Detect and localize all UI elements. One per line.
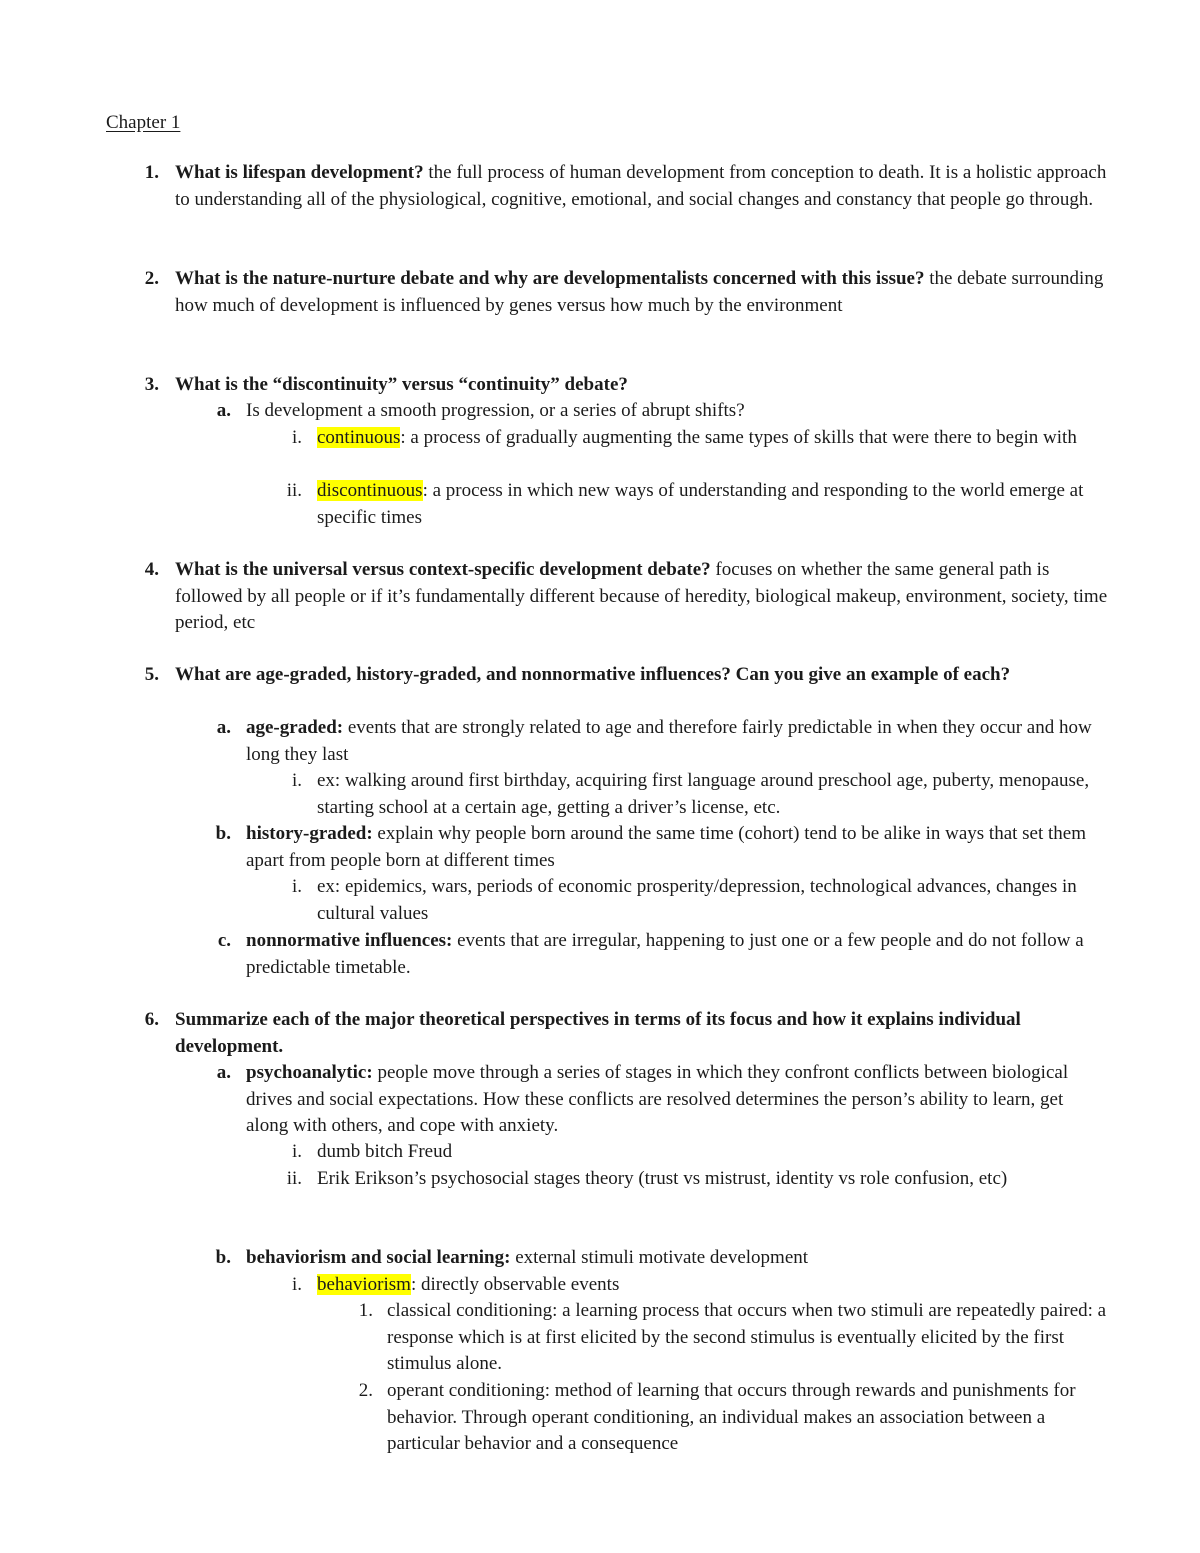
question-text: Summarize each of the major theoretical perspectives in terms of its focus and how it explains individual development. xyxy=(175,1009,1021,1057)
question-text: What is the nature-nurture debate and why are developmentalists concerned with this issue? xyxy=(175,268,925,289)
item-letter: a. xyxy=(216,1062,231,1083)
highlighted-term: behaviorism xyxy=(317,1274,411,1295)
answer-text: the full process of human development from conception to death. It is a holistic approach to understanding all of the physiological, cognitive, emotional, and social changes and constancy that people go through. xyxy=(175,162,1107,210)
item-numeral: i. xyxy=(291,770,302,791)
item-letter: b. xyxy=(215,823,231,844)
highlighted-term: continuous xyxy=(317,427,401,448)
item-number: 1. xyxy=(358,1300,373,1321)
item-text: Erik Erikson’s psychosocial stages theory (trust vs mistrust, identity vs role confusion, etc) xyxy=(317,1168,1008,1189)
question-text: What is lifespan development? xyxy=(175,162,424,183)
item-term: history-graded: xyxy=(246,823,373,844)
item-numeral: i. xyxy=(291,427,302,448)
item-text: people move through a series of stages in which they confront conflicts between biological drives and social expectations. How these conflicts are resolved determines the person’s ability to learn, get along with others, and cope with anxiety. xyxy=(246,1062,1069,1136)
item-numeral: i. xyxy=(291,1274,302,1295)
item-numeral: i. xyxy=(291,1141,302,1162)
item-text: events that are irregular, happening to just one or a few people and do not follow a predictable timetable. xyxy=(246,930,1084,978)
item-text: explain why people born around the same time (cohort) tend to be alike in ways that set them apart from people born at different times xyxy=(246,823,1087,871)
question-number: 6. xyxy=(144,1009,159,1030)
question-text: What are age-graded, history-graded, and nonnormative influences? Can you give an example of each? xyxy=(175,664,1011,685)
item-text: : a process of gradually augmenting the same types of skills that were there to begin with xyxy=(400,427,1077,448)
answer-text: the debate surrounding how much of development is influenced by genes versus how much by the environment xyxy=(175,268,1104,316)
item-text: events that are strongly related to age and therefore fairly predictable in when they occur and how long they last xyxy=(246,717,1092,765)
chapter-title: Chapter 1 xyxy=(106,112,181,133)
item-text: : a process in which new ways of understanding and responding to the world emerge at specific times xyxy=(317,480,1084,528)
item-text: dumb bitch Freud xyxy=(317,1141,453,1162)
item-term: nonnormative influences: xyxy=(246,930,453,951)
item-text: Is development a smooth progression, or a series of abrupt shifts? xyxy=(246,400,745,421)
item-text: : directly observable events xyxy=(410,1274,620,1295)
question-text: What is the universal versus context-specific development debate? xyxy=(175,559,711,580)
item-text: external stimuli motivate development xyxy=(510,1247,809,1268)
highlighted-term: discontinuous xyxy=(317,480,423,501)
question-number: 1. xyxy=(144,162,159,183)
answer-text: focuses on whether the same general path is followed by all people or if it’s fundamentally different because of heredity, biological makeup, environment, society, time period, etc xyxy=(175,559,1108,633)
question-number: 2. xyxy=(144,268,159,289)
item-term: behaviorism and social learning: xyxy=(246,1247,511,1268)
item-numeral: i. xyxy=(291,876,302,897)
item-text: ex: epidemics, wars, periods of economic prosperity/depression, technological advances, changes in cultural values xyxy=(317,876,1077,924)
question-text: What is the “discontinuity” versus “continuity” debate? xyxy=(175,374,628,395)
item-numeral: ii. xyxy=(286,1168,302,1189)
item-term: psychoanalytic: xyxy=(246,1062,373,1083)
item-numeral: ii. xyxy=(286,480,302,501)
item-text: classical conditioning: a learning process that occurs when two stimuli are repeatedly paired: a response which is at first elicited by the second stimulus is eventually elicited by the first stimulus alone. xyxy=(387,1300,1107,1374)
item-number: 2. xyxy=(358,1380,373,1401)
item-letter: b. xyxy=(215,1247,231,1268)
item-letter: a. xyxy=(216,717,231,738)
question-number: 4. xyxy=(144,559,159,580)
item-text: operant conditioning: method of learning that occurs through rewards and punishments for behavior. Through operant conditioning, an individual makes an association between a particular behavior and a consequence xyxy=(387,1380,1076,1454)
item-letter: a. xyxy=(216,400,231,421)
item-text: ex: walking around first birthday, acquiring first language around preschool age, puberty, menopause, starting school at a certain age, getting a driver’s license, etc. xyxy=(317,770,1090,818)
item-letter: c. xyxy=(217,930,231,951)
question-number: 5. xyxy=(144,664,159,685)
question-number: 3. xyxy=(144,374,159,395)
item-term: age-graded: xyxy=(246,717,344,738)
